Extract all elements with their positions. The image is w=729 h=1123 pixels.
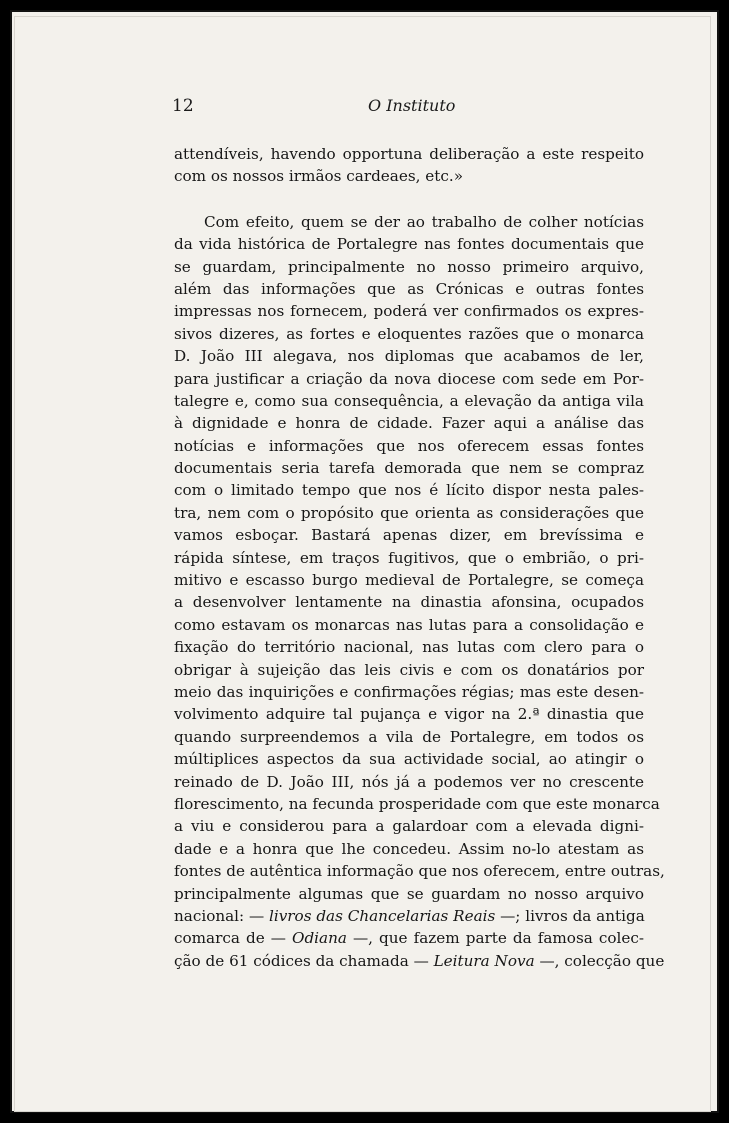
running-title: O Instituto (368, 96, 456, 115)
text-line: nacional: — livros das Chancelarias Reais —; livros da antiga (174, 906, 645, 925)
text-line: documentais seria tarefa demorada que nem se compraz (174, 459, 644, 478)
source-title: Leitura Nova (433, 951, 535, 970)
text-line: rápida síntese, em traços fugitivos, que o embrião, o pri- (174, 548, 644, 567)
text-line: Com efeito, quem se der ao trabalho de colher notícias (204, 212, 644, 231)
source-title: livros das Chancelarias Reais (269, 906, 496, 925)
text-line: dade e a honra que lhe concedeu. Assim no-lo atestam as (174, 839, 644, 858)
text-line: attendíveis, havendo opportuna deliberação a este respeito (174, 145, 644, 163)
text-line: principalmente algumas que se guardam no nosso arquivo (174, 884, 644, 903)
text-line: ção de 61 códices da chamada — Leitura Nova —, colecção que (174, 951, 665, 970)
text-line: com o limitado tempo que nos é lícito dispor nesta pales- (174, 481, 644, 500)
text-line: talegre e, como sua consequência, a elevação da antiga vila (174, 391, 644, 410)
text-line: volvimento adquire tal pujança e vigor na 2.ª dinastia que (174, 705, 644, 724)
text-line: mitivo e escasso burgo medieval de Portalegre, se começa (174, 571, 644, 590)
text-line: além das informações que as Crónicas e outras fontes (174, 279, 644, 298)
text-line: meio das inquirições e confirmações régias; mas este desen- (174, 682, 644, 701)
text-line: a viu e considerou para a galardoar com a elevada digni- (174, 817, 644, 836)
text-line: fontes de autêntica informação que nos oferecem, entre outras, (174, 862, 665, 881)
text-line: para justificar a criação da nova diocese com sede em Por- (174, 369, 644, 388)
text-line: com os nossos irmãos cardeaes, etc.» (174, 167, 464, 186)
text-line: sivos dizeres, as fortes e eloquentes razões que o monarca (174, 324, 644, 343)
body-text (174, 143, 665, 972)
text-line: fixação do território nacional, nas lutas com clero para o (174, 638, 644, 657)
text-line: múltiplices aspectos da sua actividade social, ao atingir o (174, 750, 644, 769)
source-title: Odiana (292, 929, 347, 948)
text-line: como estavam os monarcas nas lutas para a consolidação e (174, 615, 644, 634)
text-line: reinado de D. João III, nós já a podemos ver no crescente (174, 772, 644, 791)
page-number: 12 (172, 96, 194, 116)
text-line: comarca de — Odiana —, que fazem parte da famosa colec- (174, 929, 644, 948)
text-line: vamos esboçar. Bastará apenas dizer, em brevíssima e (174, 526, 644, 545)
text-line: a desenvolver lentamente na dinastia afonsina, ocupados (174, 593, 644, 612)
text-line: D. João III alegava, nos diplomas que acabamos de ler, (174, 347, 644, 366)
text-line: florescimento, na fecunda prosperidade com que este monarca (174, 794, 660, 813)
text-line: à dignidade e honra de cidade. Fazer aqui a análise das (174, 414, 644, 433)
text-line: impressas nos fornecem, poderá ver confirmados os expres- (174, 302, 644, 321)
text-line: tra, nem com o propósito que orienta as considerações que (174, 503, 644, 522)
text-line: quando surpreendemos a vila de Portalegre, em todos os (174, 727, 644, 746)
text-line: obrigar à sujeição das leis civis e com os donatários por (174, 660, 644, 679)
text-line: notícias e informações que nos oferecem essas fontes (174, 436, 644, 455)
text-line: da vida histórica de Portalegre nas fontes documentais que (174, 235, 644, 254)
text-line: se guardam, principalmente no nosso primeiro arquivo, (174, 257, 644, 276)
page-header (0, 96, 729, 120)
